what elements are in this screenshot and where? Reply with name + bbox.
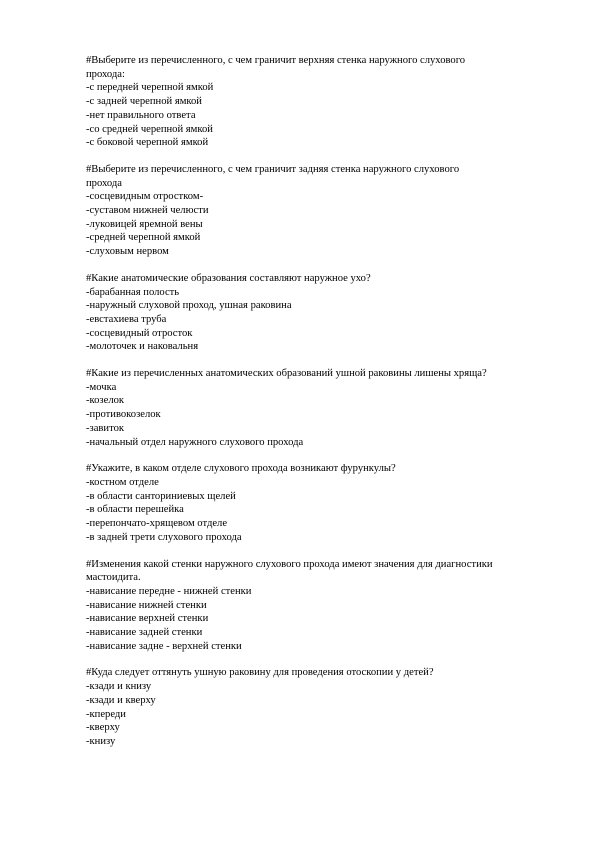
answer-option: -с боковой черепной ямкой xyxy=(86,137,209,149)
answer-option: -нависание задне - верхней стенки xyxy=(86,640,242,652)
answer-option: -нависание верхней стенки xyxy=(86,613,209,625)
answer-option: -нависание передне - нижней стенки xyxy=(86,585,252,597)
answer-option: -молоточек и наковальня xyxy=(86,341,199,353)
answer-option: -кзади и кверху xyxy=(86,694,156,706)
answer-option: -с задней черепной ямкой xyxy=(86,96,202,108)
question-text-line: прохода: xyxy=(86,68,125,80)
question-text-line: #Какие из перечисленных анатомических образований ушной раковины лишены хряща? xyxy=(86,368,487,380)
answer-option: -книзу xyxy=(86,735,116,747)
answer-option: -сосцевидный отросток xyxy=(86,327,193,339)
answer-option: -евстахиева труба xyxy=(86,313,167,325)
answer-option: -противокозелок xyxy=(86,409,161,421)
answer-option: -кзади и книзу xyxy=(86,681,152,693)
question-text-line: #Куда следует оттянуть ушную раковину для проведения отоскопии у детей? xyxy=(86,667,434,679)
question-block-6 xyxy=(86,558,556,654)
answer-option: -со средней черепной ямкой xyxy=(86,123,213,135)
answer-option: -наружный слуховой проход, ушная раковина xyxy=(86,300,292,312)
question-block-7 xyxy=(86,666,556,748)
answer-option: -луковицей яремной вены xyxy=(86,218,203,230)
answer-option: -слуховым нервом xyxy=(86,246,169,258)
answer-option: -нет правильного ответа xyxy=(86,109,196,121)
question-text-line: #Какие анатомические образования составляют наружное ухо? xyxy=(86,272,371,284)
answer-option: -суставом нижней челюсти xyxy=(86,205,209,217)
question-text-line: #Выберите из перечисленного, с чем граничит верхняя стенка наружного слухового xyxy=(86,55,466,66)
answer-option: -в области санториниевых щелей xyxy=(86,490,236,502)
question-text-line: #Выберите из перечисленного, с чем граничит задняя стенка наружного слухового xyxy=(86,163,460,175)
answer-option: -нависание нижней стенки xyxy=(86,599,207,611)
question-block-5 xyxy=(86,462,556,544)
answer-option: -средней черепной ямкой xyxy=(86,232,201,244)
question-text-line: #Изменения какой стенки наружного слухового прохода имеют значения для диагностики xyxy=(86,558,493,570)
answer-option: -кверху xyxy=(86,722,120,734)
question-block-1 xyxy=(86,54,556,150)
question-text-line: мастоидита. xyxy=(86,572,141,584)
answer-option: -мочка xyxy=(86,381,117,393)
question-text-line: прохода xyxy=(86,177,122,189)
question-block-3 xyxy=(86,272,556,354)
answer-option: -костном отделе xyxy=(86,476,159,488)
question-text-line: #Укажите, в каком отделе слухового прохода возникают фурункулы? xyxy=(86,463,396,475)
answer-option: -нависание задней стенки xyxy=(86,627,203,639)
answer-option: -сосцевидным отростком- xyxy=(86,191,204,203)
answer-option: -в области перешейка xyxy=(86,504,184,516)
answer-option: -в задней трети слухового прохода xyxy=(86,531,242,543)
answer-option: -кпереди xyxy=(86,708,126,720)
answer-option: -перепончато-хрящевом отделе xyxy=(86,518,228,530)
question-block-4 xyxy=(86,367,556,449)
answer-option: -завиток xyxy=(86,422,125,434)
answer-option: -начальный отдел наружного слухового прохода xyxy=(86,436,304,448)
answer-option: -с передней черепной ямкой xyxy=(86,82,214,94)
question-block-2 xyxy=(86,163,556,259)
document-page xyxy=(86,54,556,762)
answer-option: -козелок xyxy=(86,395,125,407)
answer-option: -барабанная полость xyxy=(86,286,180,298)
